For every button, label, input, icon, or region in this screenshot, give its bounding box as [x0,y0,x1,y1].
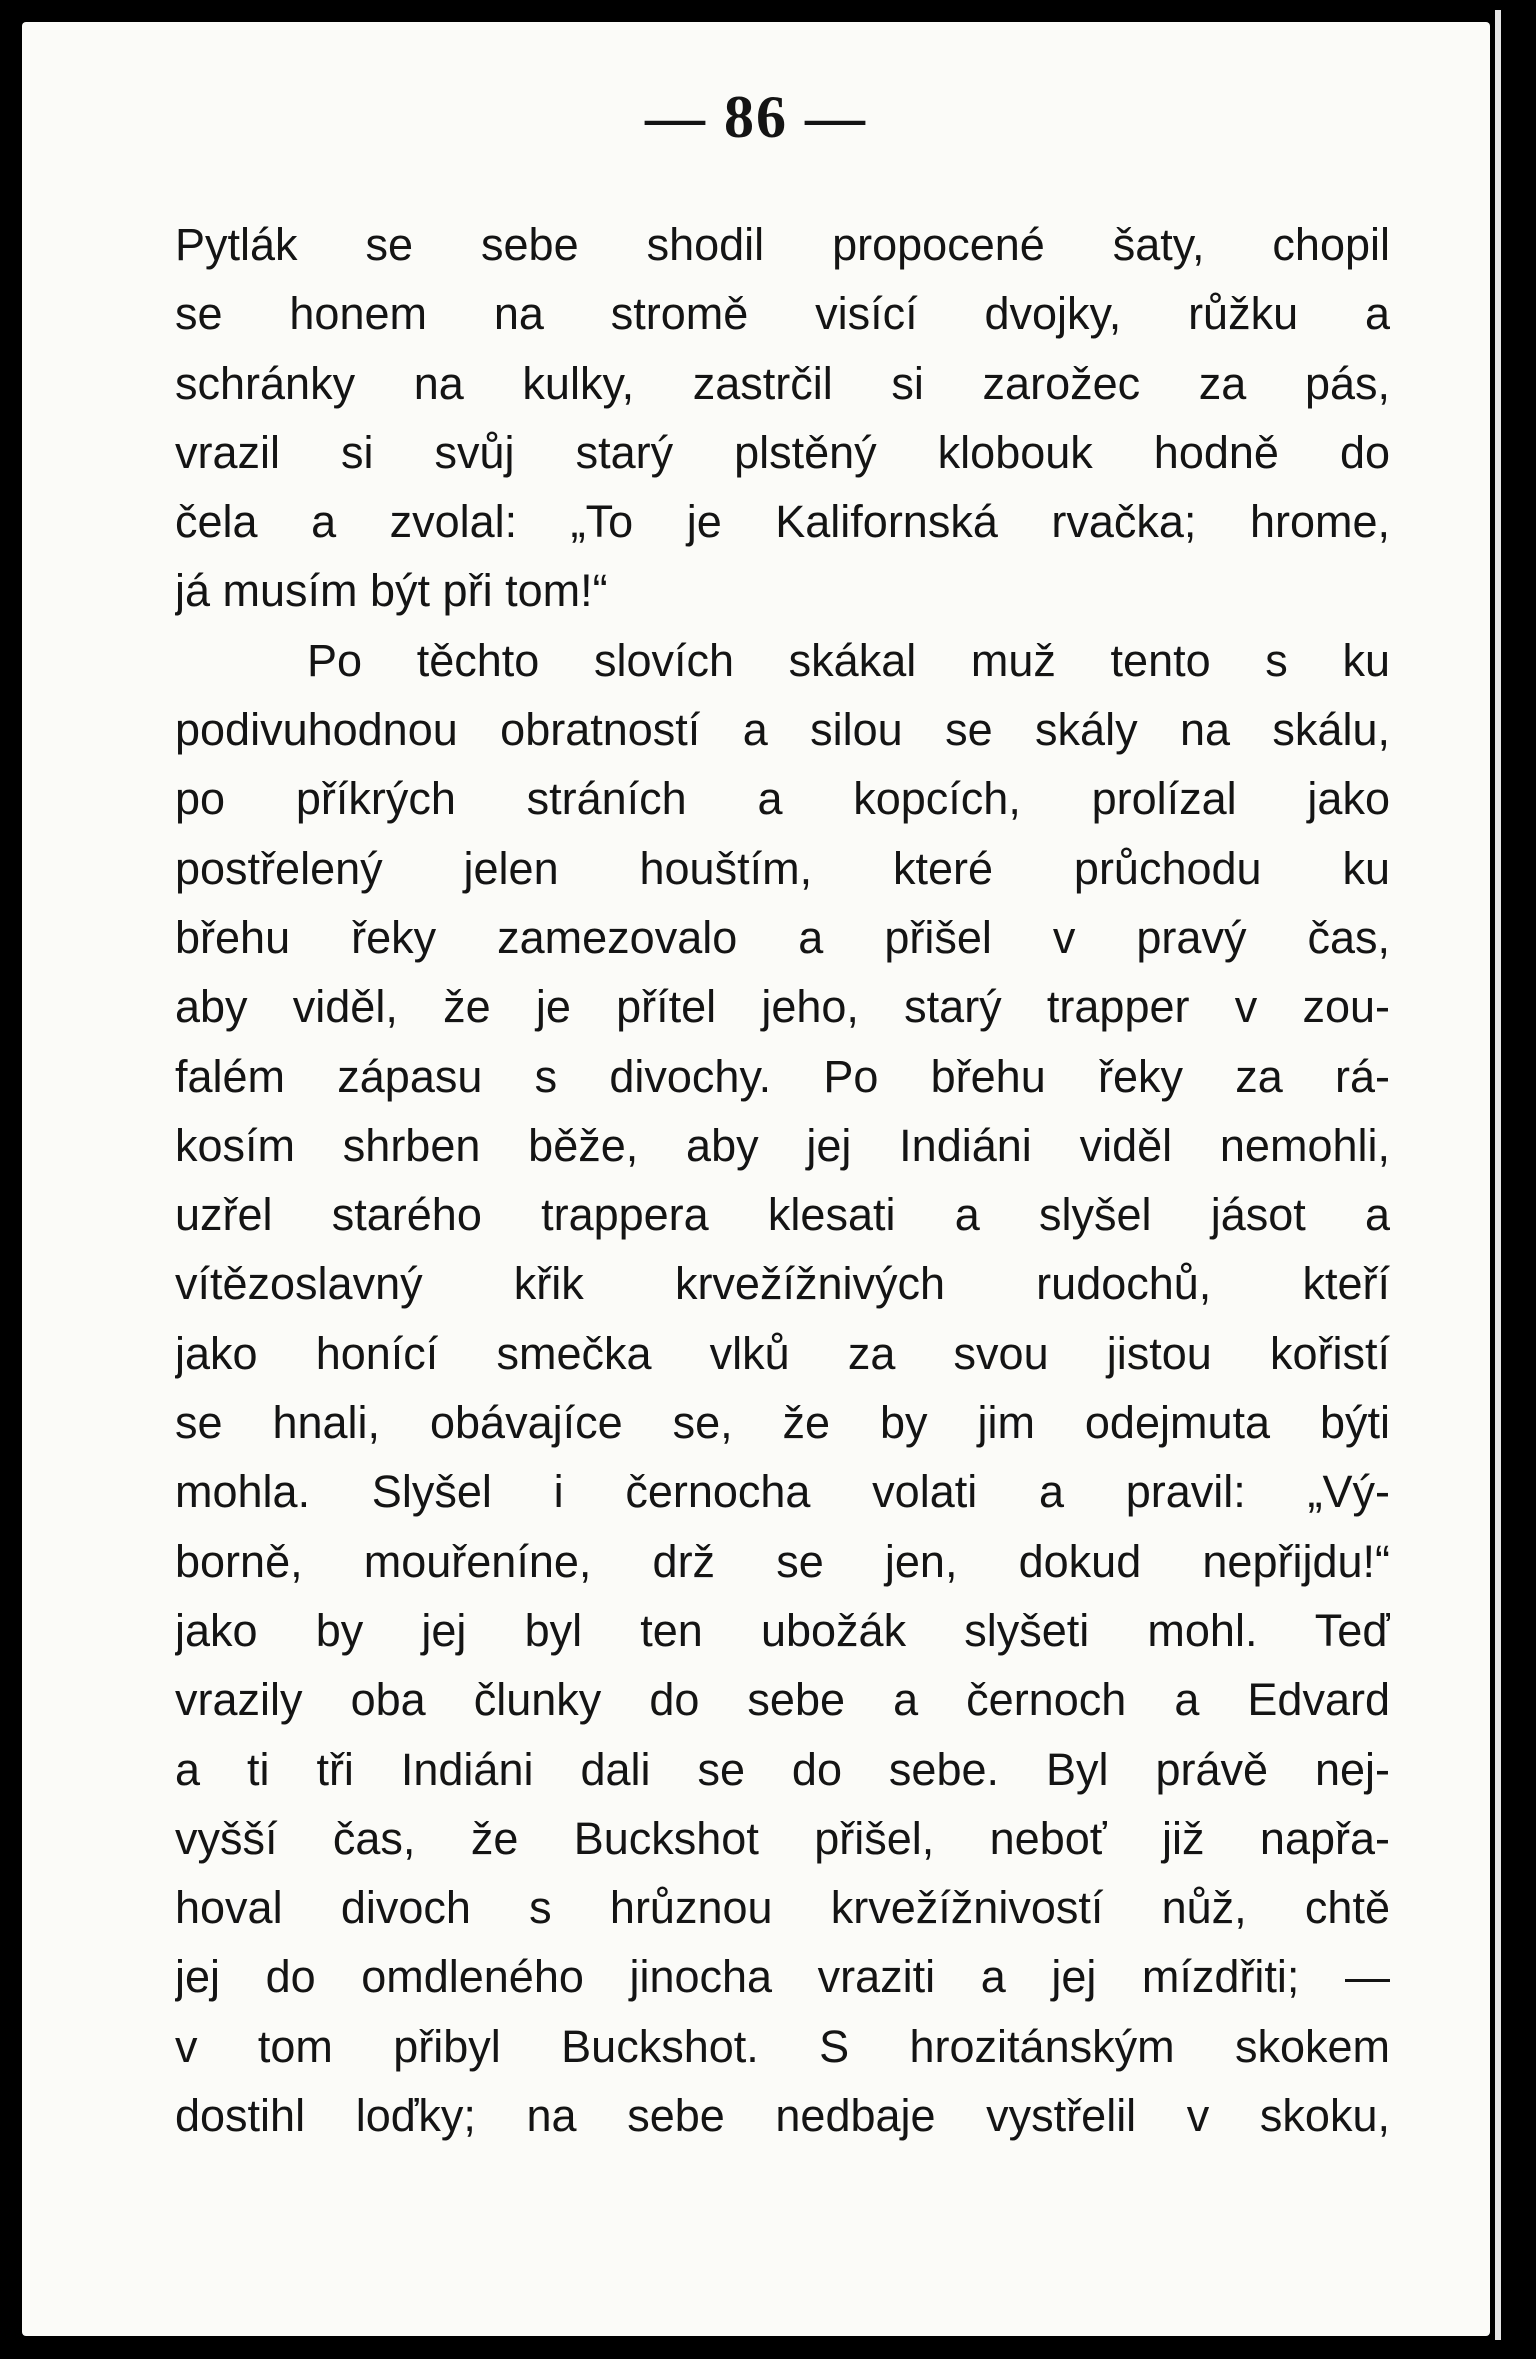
text-line: vítězoslavný křik krvežížnivých rudochů, kteří [175,1258,1390,1310]
text-line: hoval divoch s hrůznou krvežížnivostí nůž, chtě [175,1882,1390,1934]
text-line: postřelený jelen houštím, které průchodu ku [175,842,1390,894]
text-line: a ti tři Indiáni dali se do sebe. Byl právě nej- [175,1743,1390,1795]
text-line: borně, mouřeníne, drž se jen, dokud nepřijdu!“ [175,1535,1390,1587]
text-line: po příkrých stráních a kopcích, prolízal jako [175,773,1390,825]
text-line: jako honící smečka vlků za svou jistou kořistí [175,1327,1390,1379]
text-line: já musím být při tom!“ [175,565,608,617]
text-line: podivuhodnou obratností a silou se skály na skálu, [175,704,1390,756]
text-line: vyšší čas, že Buckshot přišel, neboť již napřa- [175,1812,1390,1864]
text-line: jej do omdleného jinocha vraziti a jej mízdřiti; — [175,1951,1390,2003]
text-line: Pytlák se sebe shodil propocené šaty, chopil [175,219,1390,270]
text-line: vrazily oba člunky do sebe a černoch a Edvard [175,1674,1390,1726]
text-line: jako by jej byl ten ubožák slyšeti mohl. Teď [175,1604,1390,1656]
text-line: uzřel starého trappera klesati a slyšel jásot a [175,1189,1390,1241]
page-edge-rule [1495,10,1501,2340]
text-line: dostihl loďky; na sebe nedbaje vystřelil v skoku, [175,2090,1390,2142]
text-line: aby viděl, že je přítel jeho, starý trapper v zou- [175,981,1390,1033]
text-line: se hnali, obávajíce se, že by jim odejmuta býti [175,1397,1390,1449]
text-line: břehu řeky zamezovalo a přišel v pravý čas, [175,911,1390,963]
page-number-header: — 86 — [645,84,867,150]
text-line: mohla. Slyšel i černocha volati a pravil: „Vý- [175,1466,1390,1518]
body-text [175,210,1390,2150]
text-line-indented: Po těchto slovích skákal muž tento s ku [307,634,1390,686]
text-line: v tom přibyl Buckshot. S hrozitánským skokem [175,2020,1390,2072]
text-line: kosím shrben běže, aby jej Indiáni viděl nemohli, [175,1119,1390,1171]
text-line: falém zápasu s divochy. Po břehu řeky za rá- [175,1050,1390,1102]
book-page [22,22,1490,2336]
text-line: se honem na stromě visící dvojky, růžku a [175,288,1390,340]
text-line: vrazil si svůj starý plstěný klobouk hodně do [175,426,1390,478]
text-line: čela a zvolal: „To je Kalifornská rvačka; hrome, [175,496,1390,548]
text-line: schránky na kulky, zastrčil si zarožec za pás, [175,357,1390,409]
